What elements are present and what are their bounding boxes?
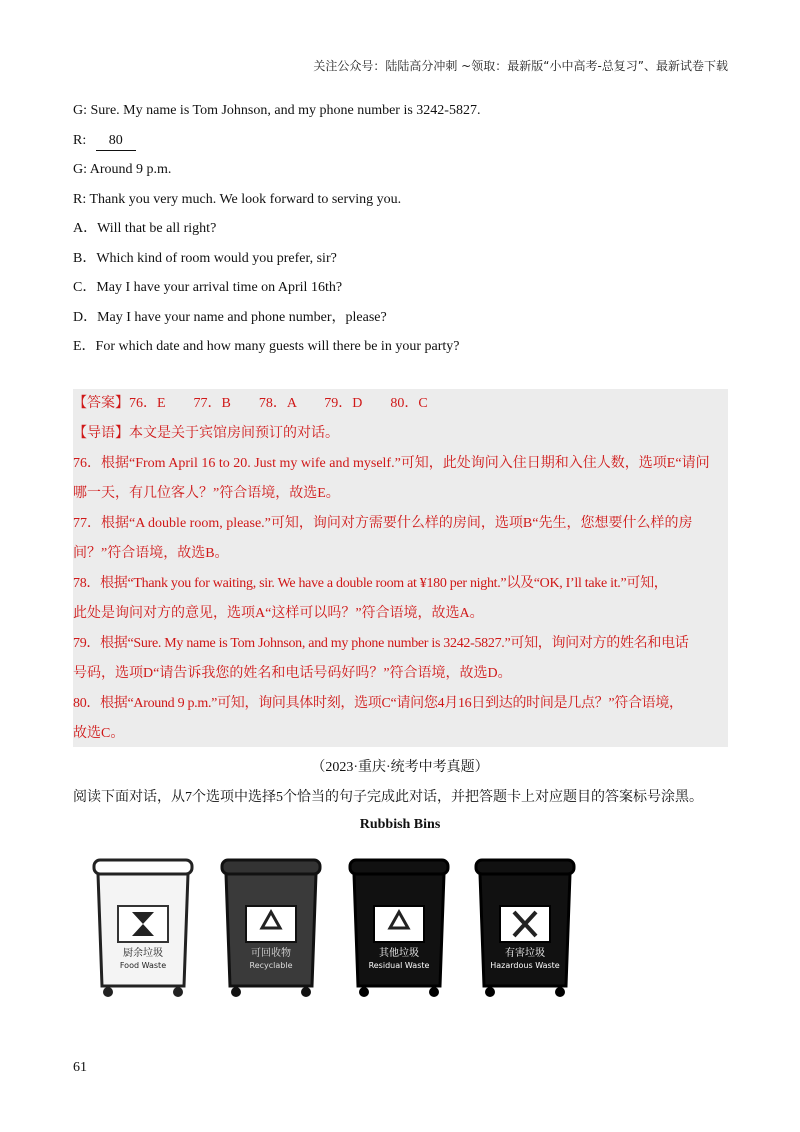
dialogue-line-blank (73, 126, 728, 156)
rubbish-bins-illustration (88, 850, 588, 1000)
answer-line: 80．根据“Around 9 p.m.”可知，询问具体时刻，选项C“请问您4月16日到达的时间是几点？”符合语境， (73, 696, 683, 711)
bin-label-cn: 有害垃圾 (505, 948, 545, 959)
answer-line: 故选C。 (73, 726, 125, 741)
dialogue-line: G: Sure. My name is Tom Johnson, and my phone number is 3242-5827. (73, 103, 481, 118)
answer-line: 76．根据“From April 16 to 20. Just my wife and myself.”可知，此处询问入住日期和入住人数，选项E“请问 (73, 456, 710, 471)
page-header: 关注公众号：陆陆高分冲刺 ~领取：最新版“小中高考-总复习”、最新试卷下载 (313, 59, 728, 73)
answer-line: 号码，选项D“请告诉我您的姓名和电话号码好吗？”符合语境，故选D。 (73, 666, 512, 681)
option-c: C．May I have your arrival time on April 16th? (73, 280, 343, 295)
option-d: D．May I have your name and phone number，please? (73, 309, 387, 325)
bin-residual-waste (344, 850, 454, 998)
answer-line: 哪一天，有几位客人？”符合语境，故选E。 (73, 486, 340, 501)
answer-intro: 【导语】本文是关于宾馆房间预订的对话。 (73, 426, 339, 441)
bin-label-en: Residual Waste (368, 961, 430, 970)
answer-line: 78．根据“Thank you for waiting, sir. We have a double room at ¥180 per night.”以及“OK, I’ll take it.”可知， (73, 576, 668, 591)
speaker-label: R: (73, 132, 87, 148)
instruction-text: 阅读下面对话，从7个选项中选择5个恰当的句子完成此对话，并把答题卡上对应题目的答案标号涂黑。 (73, 790, 703, 805)
bin-hazardous-waste (470, 850, 580, 998)
page-number: 61 (73, 1060, 87, 1075)
bin-label-en: Food Waste (119, 961, 167, 970)
bin-label-cn: 厨余垃圾 (123, 948, 163, 959)
question-source: （2023·重庆·统考中考真题） (311, 760, 489, 775)
dialogue-and-options (73, 96, 728, 362)
dialogue-line: R: Thank you very much. We look forward to serving you. (73, 191, 402, 207)
bin-food-waste (88, 850, 198, 998)
answer-explanation-box (73, 389, 728, 747)
bin-label-cn: 其他垃圾 (379, 948, 419, 959)
option-a: A．Will that be all right? (73, 221, 217, 236)
bins-title: Rubbish Bins (359, 817, 441, 832)
option-b: B．Which kind of room would you prefer, sir? (73, 250, 337, 266)
bin-label-en: Hazardous Waste (490, 961, 560, 970)
answer-blank: 80 (96, 132, 136, 151)
bin-label-en: Recyclable (249, 961, 293, 970)
answer-line: 此处是询问对方的意见，选项A“这样可以吗？”符合语境，故选A。 (73, 606, 484, 621)
answer-key: 【答案】76．E 77．B 78．A 79．D 80．C (73, 396, 428, 411)
dialogue-line: G: Around 9 p.m. (73, 162, 172, 177)
answer-line: 间？”符合语境，故选B。 (73, 546, 229, 561)
bin-recyclable (216, 850, 326, 998)
answer-line: 79．根据“Sure. My name is Tom Johnson, and my phone number is 3242-5827.”可知，询问对方的姓名和电话 (73, 636, 689, 651)
bin-label-cn: 可回收物 (251, 948, 291, 959)
answer-line: 77．根据“A double room, please.”可知，询问对方需要什么样的房间，选项B“先生，您想要什么样的房 (73, 516, 693, 531)
option-e: E．For which date and how many guests will there be in your party? (73, 339, 460, 354)
